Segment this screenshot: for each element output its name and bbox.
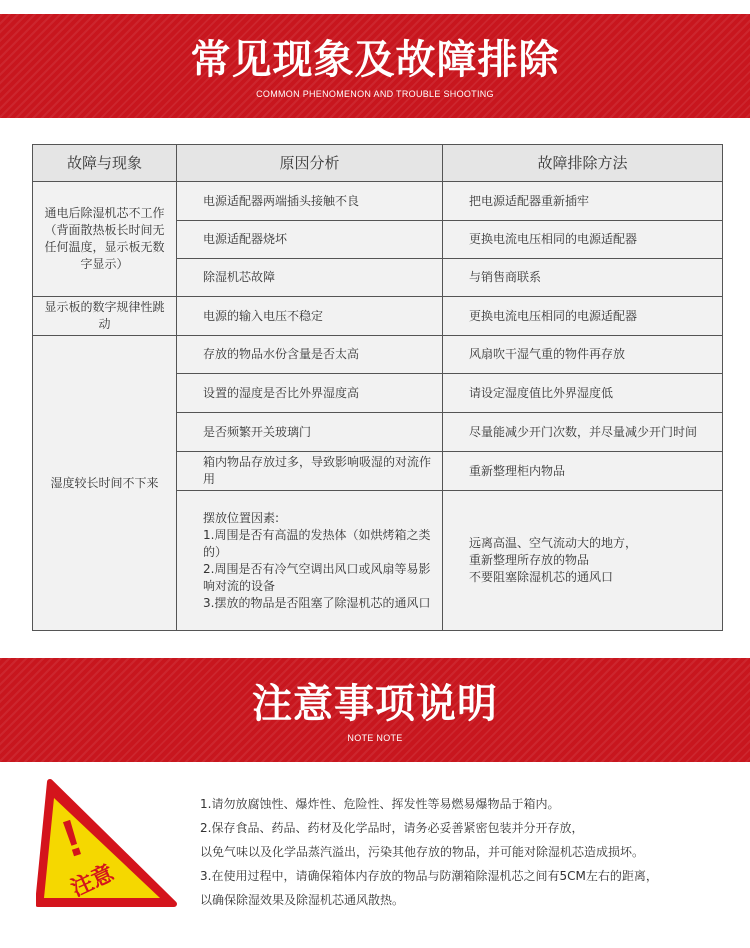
solution-cell: 与销售商联系: [443, 259, 723, 297]
cause-cell: 箱内物品存放过多，导致影响吸湿的对流作用: [177, 452, 443, 491]
note-line: 以确保除湿效果及除湿机芯通风散热。: [200, 893, 405, 907]
solution-cell: 远离高温、空气流动大的地方， 重新整理所存放的物品 不要阻塞除湿机芯的通风口: [443, 491, 723, 631]
symptom-cell: 通电后除湿机芯不工作（背面散热板长时间无任何温度，显示板无数字显示）: [33, 182, 177, 297]
solution-cell: 风扇吹干湿气重的物件再存放: [443, 336, 723, 374]
cause-cell: 设置的湿度是否比外界湿度高: [177, 374, 443, 413]
cause-cell: 是否频繁开关玻璃门: [177, 413, 443, 452]
solution-cell: 更换电流电压相同的电源适配器: [443, 297, 723, 336]
exclamation-mark: !: [55, 808, 90, 870]
cause-cell: 电源的输入电压不稳定: [177, 297, 443, 336]
cause-cell: 摆放位置因素: 1.周围是否有高温的发热体（如烘烤箱之类的） 2.周围是否有冷气空调出风口或风扇等易影响对流的设备 3.摆放的物品是否阻塞了除湿机芯的通风口: [177, 491, 443, 631]
cause-cell: 除湿机芯故障: [177, 259, 443, 297]
solution-cell: 把电源适配器重新插牢: [443, 182, 723, 221]
table-row: [33, 182, 723, 221]
note-line: 以免气味以及化学品蒸汽溢出，污染其他存放的物品，并可能对除湿机芯造成损坏。: [200, 845, 645, 859]
table-header-row: [33, 145, 723, 182]
notes-list: [200, 792, 740, 912]
cause-cell: 电源适配器两端插头接触不良: [177, 182, 443, 221]
solution-cell: 重新整理柜内物品: [443, 452, 723, 491]
column-header-solution: 故障排除方法: [443, 145, 723, 182]
troubleshooting-table: [32, 144, 723, 631]
table-row: [33, 336, 723, 374]
cause-cell: 存放的物品水份含量是否太高: [177, 336, 443, 374]
table-row: [33, 297, 723, 336]
solution-cell: 请设定湿度值比外界湿度低: [443, 374, 723, 413]
column-header-symptom: 故障与现象: [33, 145, 177, 182]
column-header-cause: 原因分析: [177, 145, 443, 182]
warning-sign-icon: [36, 776, 178, 912]
header-banner: [0, 14, 750, 118]
warning-sign-label: 注意: [67, 860, 118, 902]
page-title: 常见现象及故障排除: [190, 37, 560, 83]
note-line: 3.在使用过程中，请确保箱体内存放的物品与防潮箱除湿机芯之间有5CM左右的距离，: [200, 869, 658, 883]
notes-banner: [0, 658, 750, 762]
solution-cell: 尽量能减少开门次数，并尽量减少开门时间: [443, 413, 723, 452]
symptom-cell: 显示板的数字规律性跳动: [33, 297, 177, 336]
note-line: 1.请勿放腐蚀性、爆炸性、危险性、挥发性等易燃易爆物品于箱内。: [200, 797, 560, 811]
notes-subtitle: NOTE NOTE: [347, 733, 403, 743]
note-line: 2.保存食品、药品、药材及化学品时，请务必妥善紧密包装并分开存放，: [200, 821, 584, 835]
symptom-cell: 湿度较长时间不下来: [33, 336, 177, 631]
notes-title: 注意事项说明: [252, 681, 498, 727]
solution-cell: 更换电流电压相同的电源适配器: [443, 221, 723, 259]
cause-cell: 电源适配器烧坏: [177, 221, 443, 259]
page-subtitle: COMMON PHENOMENON AND TROUBLE SHOOTING: [256, 89, 494, 99]
